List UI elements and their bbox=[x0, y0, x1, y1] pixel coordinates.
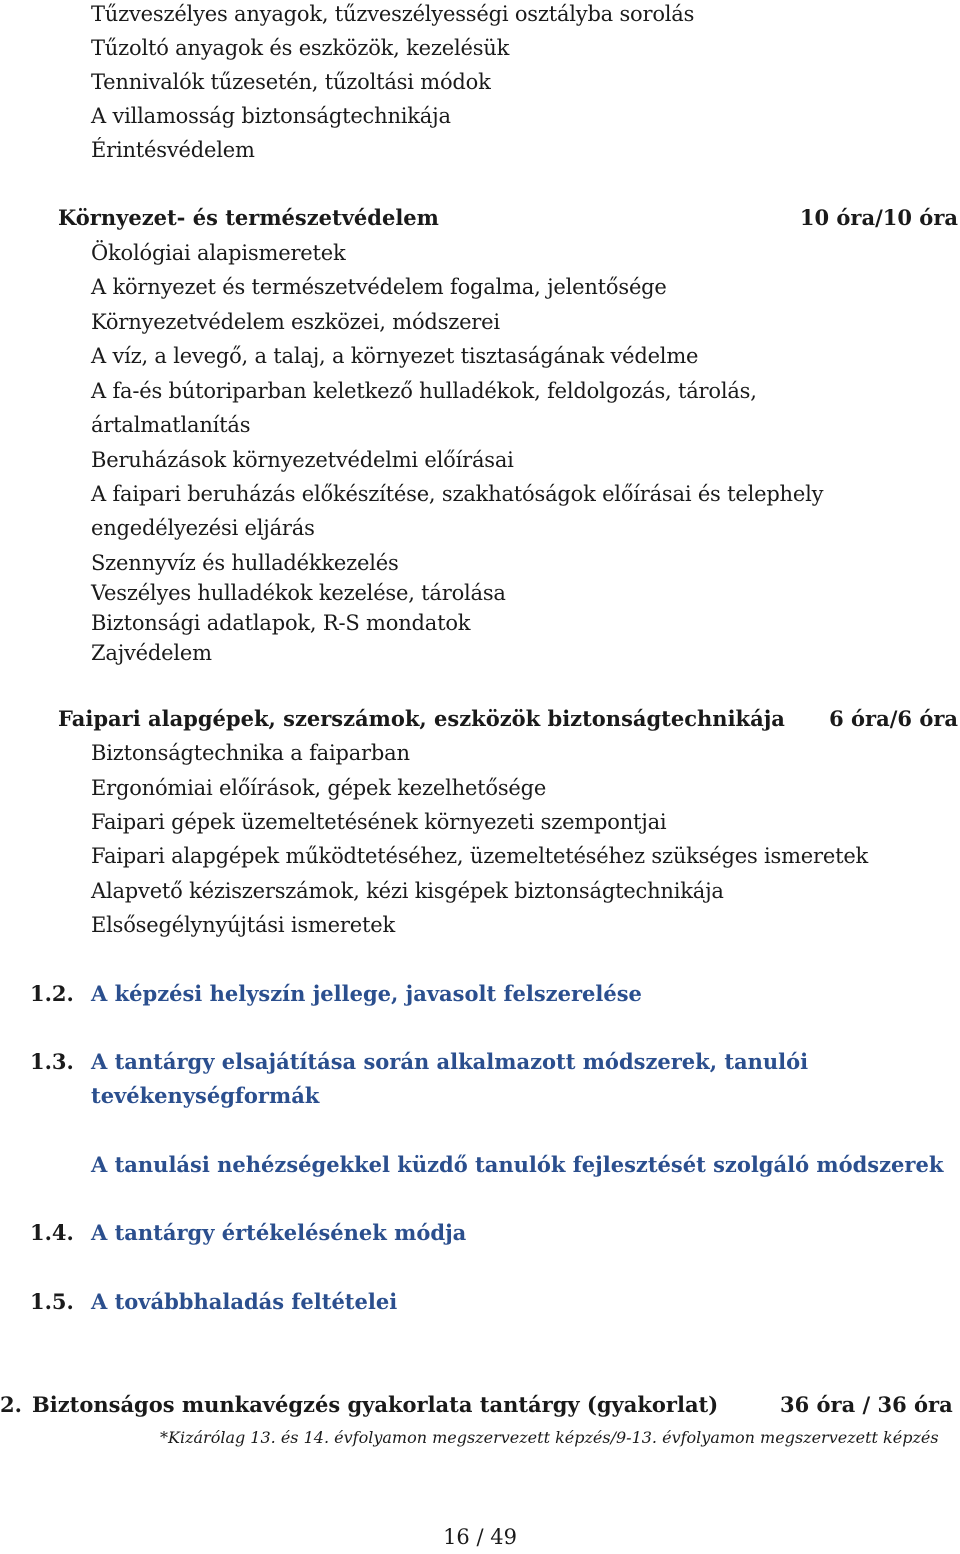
page-number: 16 / 49 bbox=[443, 1525, 517, 1549]
list-item: A villamosság biztonságtechnikája bbox=[91, 104, 451, 128]
list-item: Környezetvédelem eszközei, módszerei bbox=[91, 310, 500, 334]
list-item: Faipari gépek üzemeltetésének környezeti szempontjai bbox=[91, 810, 667, 834]
list-item: Biztonsági adatlapok, R-S mondatok bbox=[91, 611, 471, 635]
subject-hours: 36 óra / 36 óra bbox=[780, 1392, 953, 1417]
section-title: Faipari alapgépek, szerszámok, eszközök biztonságtechnikája bbox=[58, 706, 785, 731]
list-item: Zajvédelem bbox=[91, 641, 212, 665]
list-item: Elsősegélynyújtási ismeretek bbox=[91, 913, 395, 937]
subsection-title: A tantárgy elsajátítása során alkalmazott módszerek, tanulói bbox=[91, 1049, 809, 1074]
section-title: Környezet- és természetvédelem bbox=[58, 205, 439, 230]
subsection-number: 1.5. bbox=[30, 1289, 74, 1314]
subsection-title: tevékenységformák bbox=[91, 1083, 320, 1108]
list-item: Érintésvédelem bbox=[91, 138, 255, 162]
subject-title: Biztonságos munkavégzés gyakorlata tantárgy (gyakorlat) bbox=[32, 1392, 719, 1417]
list-item: A víz, a levegő, a talaj, a környezet tisztaságának védelme bbox=[91, 344, 699, 368]
list-item: Ökológiai alapismeretek bbox=[91, 241, 346, 265]
list-item: ártalmatlanítás bbox=[91, 413, 251, 437]
subsection-title: A képzési helyszín jellege, javasolt felszerelése bbox=[91, 981, 642, 1006]
list-item: engedélyezési eljárás bbox=[91, 516, 315, 540]
list-item: Tűzoltó anyagok és eszközök, kezelésük bbox=[91, 36, 510, 60]
list-item: A fa-és bútoriparban keletkező hulladékok, feldolgozás, tárolás, bbox=[91, 379, 757, 403]
list-item: Alapvető kéziszerszámok, kézi kisgépek biztonságtechnikája bbox=[91, 879, 724, 903]
subject-number: 2. bbox=[0, 1392, 22, 1417]
list-item: Ergonómiai előírások, gépek kezelhetősége bbox=[91, 776, 547, 800]
subsection-title: A továbbhaladás feltételei bbox=[91, 1289, 398, 1314]
subsection-title: A tantárgy értékelésének módja bbox=[91, 1220, 467, 1245]
list-item: Tennivalók tűzesetén, tűzoltási módok bbox=[91, 70, 491, 94]
list-item: A faipari beruházás előkészítése, szakhatóságok előírásai és telephely bbox=[91, 482, 824, 506]
section-hours: 6 óra/6 óra bbox=[829, 706, 958, 731]
subsection-title: A tanulási nehézségekkel küzdő tanulók fejlesztését szolgáló módszerek bbox=[91, 1152, 944, 1177]
list-item: Tűzveszélyes anyagok, tűzveszélyességi osztályba sorolás bbox=[91, 2, 695, 26]
subject-note: *Kizárólag 13. és 14. évfolyamon megszervezett képzés/9-13. évfolyamon megszervezett képzés bbox=[160, 1428, 939, 1447]
list-item: Szennyvíz és hulladékkezelés bbox=[91, 551, 399, 575]
section-heading-machines bbox=[58, 702, 958, 736]
list-item: Faipari alapgépek működtetéséhez, üzemeltetéséhez szükséges ismeretek bbox=[91, 844, 869, 868]
list-item: A környezet és természetvédelem fogalma, jelentősége bbox=[91, 275, 667, 299]
section-heading-environment bbox=[58, 201, 958, 235]
list-item: Biztonságtechnika a faiparban bbox=[91, 741, 410, 765]
list-item: Veszélyes hulladékok kezelése, tárolása bbox=[91, 581, 506, 605]
section-hours: 10 óra/10 óra bbox=[799, 205, 958, 230]
list-item: Beruházások környezetvédelmi előírásai bbox=[91, 448, 514, 472]
subsection-number: 1.3. bbox=[30, 1049, 74, 1074]
subsection-number: 1.2. bbox=[30, 981, 74, 1006]
subsection-number: 1.4. bbox=[30, 1220, 74, 1245]
